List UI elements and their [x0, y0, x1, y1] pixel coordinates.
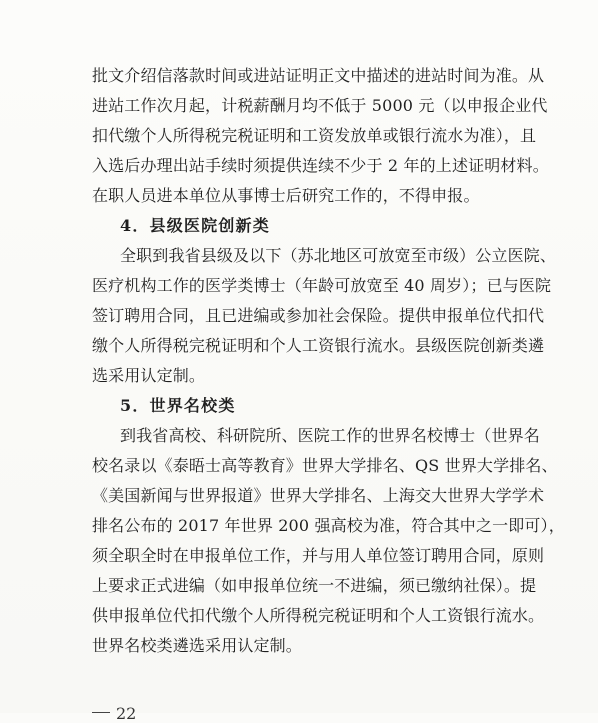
text-line: 医疗机构工作的医学类博士（年龄可放宽至 40 周岁）；已与医院 — [92, 276, 552, 295]
text-line: 在职人员进本单位从事博士后研究工作的，不得申报。 — [92, 186, 480, 205]
text-line: 选采用认定制。 — [92, 366, 206, 385]
text-line: 上要求正式进编（如申报单位统一不进编，须已缴纳社保）。提 — [92, 576, 537, 595]
text-line: 到我省高校、科研院所、医院工作的世界名校博士（世界名 — [120, 426, 540, 445]
text-line: 世界名校类遴选采用认定制。 — [92, 636, 302, 655]
text-line: 排名公布的 2017 年世界 200 强高校为准，符合其中之一即可）， — [92, 516, 565, 535]
section-heading: 5．世界名校类 — [120, 396, 236, 415]
page-number: 22 — [116, 704, 137, 723]
text-line: 全职到我省县级及以下（苏北地区可放宽至市级）公立医院、 — [120, 246, 557, 265]
text-line: 批文介绍信落款时间或进站证明正文中描述的进站时间为准。从 — [92, 66, 545, 85]
text-line: 《美国新闻与世界报道》世界大学排名、上海交大世界大学学术 — [92, 486, 545, 505]
text-line: 入选后办理出站手续时须提供连续不少于 2 年的上述证明材料。 — [92, 156, 549, 175]
section-heading: 4．县级医院创新类 — [120, 216, 270, 235]
text-line: 签订聘用合同，且已进编或参加社会保险。提供申报单位代扣代 — [92, 306, 545, 325]
text-line: 校名录以《泰晤士高等教育》世界大学排名、QS 世界大学排名、 — [92, 456, 558, 475]
text-line: 扣代缴个人所得税完税证明和工资发放单或银行流水为准），且 — [92, 126, 537, 145]
text-line: 供申报单位代扣代缴个人所得税完税证明和个人工资银行流水。 — [92, 606, 545, 625]
text-line: 须全职全时在申报单位工作，并与用人单位签订聘用合同，原则 — [92, 546, 545, 565]
text-line: 进站工作次月起，计税薪酬月均不低于 5000 元（以申报企业代 — [92, 96, 548, 115]
text-line: 缴个人所得税完税证明和个人工资银行流水。县级医院创新类遴 — [92, 336, 545, 355]
